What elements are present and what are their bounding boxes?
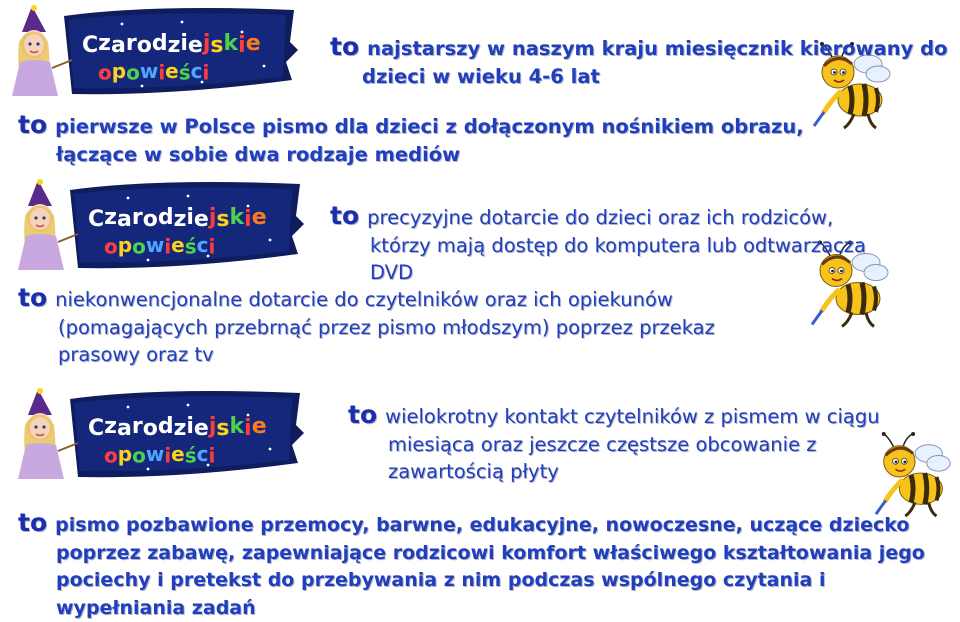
paragraph-line: miesiąca oraz jeszcze częstsze obcowanie z [348,431,880,459]
star-icon [147,259,150,262]
star-icon [187,195,190,198]
paragraph-first-line: wielokrotny kontakt czytelników z pismem w ciągu [385,405,879,428]
paragraph-line: zawartością płyty [348,458,880,486]
fairy-icon [18,179,78,270]
paragraph-5 [348,401,880,486]
paragraph-3 [330,202,866,287]
lead-word: to [330,32,359,61]
lead-word: to [330,201,359,230]
logo-title: Czarodziejskie [88,205,267,232]
star-icon [141,85,144,88]
paragraph-first-line: najstarszy w naszym kraju miesięcznik kierowany do [367,37,947,60]
star-icon [147,468,150,471]
star-icon [121,23,124,26]
paragraph-first-line: precyzyjne dotarcie do dzieci oraz ich rodziców, [367,206,833,229]
paragraph-line: pociechy i pretekst do przebywania z nim podczas wspólnego czytania i [18,567,925,595]
czarodziejskie-opowiesci-logo-1 [2,2,302,100]
paragraph-line: DVD [330,259,866,287]
paragraph-first-line: pierwsze w Polsce pismo dla dzieci z dołączonym nośnikiem obrazu, [55,115,804,138]
star-icon [127,406,130,409]
czarodziejskie-opowiesci-logo-2 [8,176,308,274]
star-icon [187,404,190,407]
paragraph-1 [330,33,948,90]
lead-word: to [18,110,47,139]
lead-word: to [18,283,47,312]
czarodziejskie-opowiesci-logo-3 [8,385,308,483]
paragraph-line: prasowy oraz tv [18,341,715,369]
fairy-icon [18,388,78,479]
paragraph-line: wypełniania zadań [18,595,925,622]
paragraph-first-line: pismo pozbawione przemocy, barwne, edukacyjne, nowoczesne, uczące dziecko [55,514,909,536]
paragraph-2 [18,111,804,168]
logo-subtitle: opowieści [104,233,215,259]
lead-word: to [18,508,47,537]
paragraph-4 [18,284,715,369]
lead-word: to [348,400,377,429]
star-icon [263,65,266,68]
paragraph-line: poprzez zabawę, zapewniające rodzicowi komfort właściwego kształtowania jego [18,540,925,568]
fairy-icon [12,5,72,96]
star-icon [181,21,184,24]
bee-mascot-3 [872,432,960,520]
paragraph-line: którzy mają dostęp do komputera lub odtwarzacza [330,232,866,260]
logo-subtitle: opowieści [104,442,215,468]
paragraph-line: łączące w sobie dwa rodzaje mediów [18,141,804,169]
paragraph-line: (pomagających przebrnąć przez pismo młodszym) poprzez przekaz [18,314,715,342]
paragraph-6 [18,509,925,622]
paragraph-line: dzieci w wieku 4-6 lat [330,63,948,91]
logo-subtitle: opowieści [98,59,209,85]
star-icon [127,197,130,200]
logo-title: Czarodziejskie [82,31,261,58]
paragraph-first-line: niekonwencjonalne dotarcie do czytelników oraz ich opiekunów [55,288,673,311]
logo-title: Czarodziejskie [88,414,267,441]
star-icon [269,448,272,451]
star-icon [269,239,272,242]
